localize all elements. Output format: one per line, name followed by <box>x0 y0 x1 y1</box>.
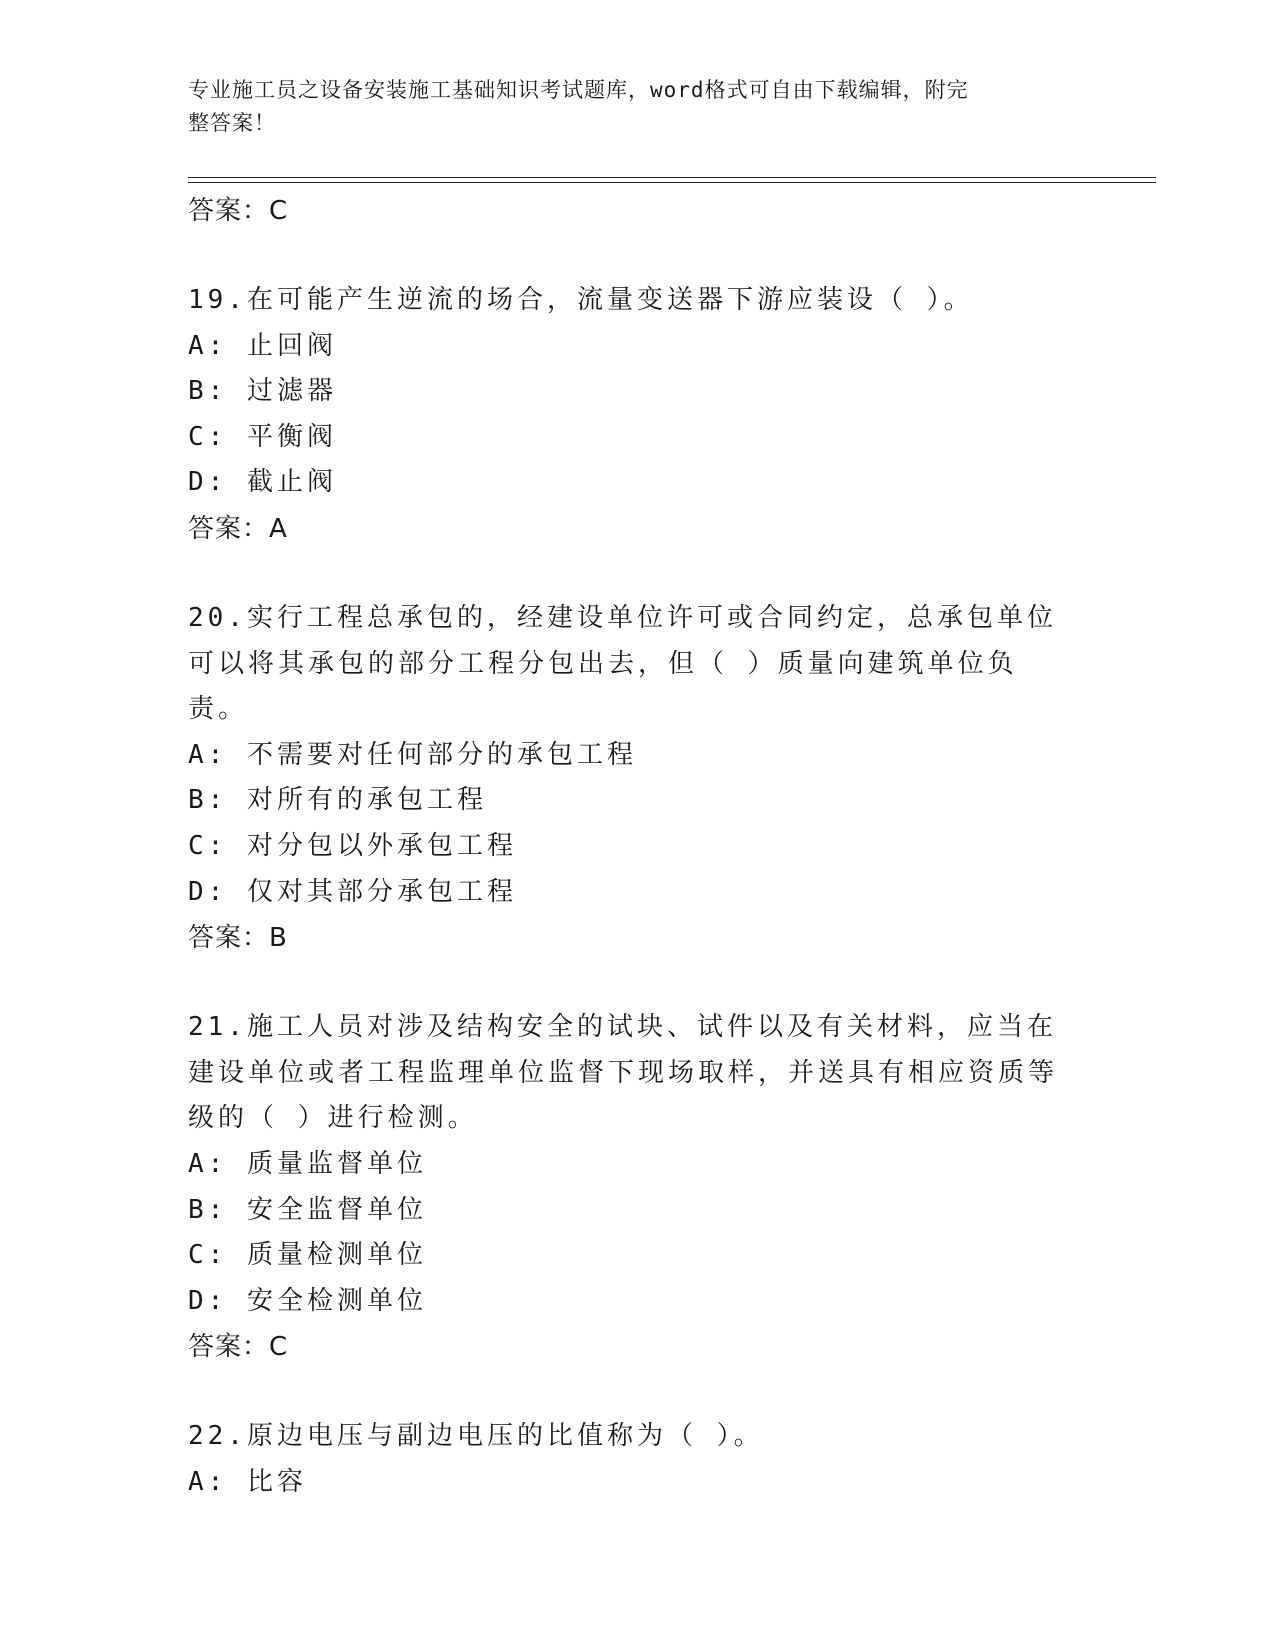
option-c: C: 平衡阀 <box>188 421 337 452</box>
option-a: A: 质量监督单位 <box>188 1148 427 1179</box>
spacer <box>188 552 1088 596</box>
answer-line: 答案：C <box>188 1332 289 1363</box>
previous-answer: 答案：C <box>188 196 289 226</box>
question-21 <box>188 1005 1088 1370</box>
option-b: B: 安全监督单位 <box>188 1194 427 1225</box>
option-b: B: 过滤器 <box>188 376 337 407</box>
header-rule-bottom <box>188 182 1156 183</box>
option-c: C: 质量检测单位 <box>188 1240 427 1271</box>
question-20 <box>188 596 1088 961</box>
header-rule-top <box>188 177 1156 178</box>
spacer <box>188 961 1088 1005</box>
option-d: D: 安全检测单位 <box>188 1285 427 1316</box>
spacer <box>188 1370 1088 1414</box>
question-list <box>188 188 1088 1505</box>
option-b: B: 对所有的承包工程 <box>188 785 487 816</box>
question-stem: 21.施工人员对涉及结构安全的试块、试件以及有关材料，应当在建设单位或者工程监理单位监督下现场取样，并送具有相应资质等级的（ ）进行检测。 <box>188 1012 1059 1134</box>
answer-line: 答案：B <box>188 923 288 954</box>
header-line-2: 整答案！ <box>188 111 276 135</box>
option-d: D: 仅对其部分承包工程 <box>188 876 517 907</box>
option-a: A: 止回阀 <box>188 330 337 361</box>
option-a: A: 比容 <box>188 1466 307 1497</box>
header-line-1: 专业施工员之设备安装施工基础知识考试题库，word格式可自由下载编辑，附完 <box>188 78 969 102</box>
page-header <box>188 74 1068 140</box>
question-19 <box>188 278 1088 552</box>
answer-line: 答案：A <box>188 513 288 544</box>
question-stem: 20.实行工程总承包的，经建设单位许可或合同约定，总承包单位可以将其承包的部分工程分包出去，但（ ）质量向建筑单位负责。 <box>188 602 1057 725</box>
question-stem: 19.在可能产生逆流的场合，流量变送器下游应装设（ ）。 <box>188 285 974 315</box>
question-22 <box>188 1414 1088 1505</box>
option-d: D: 截止阀 <box>188 467 337 498</box>
option-a: A: 不需要对任何部分的承包工程 <box>188 739 637 770</box>
spacer <box>188 234 1088 278</box>
option-c: C: 对分包以外承包工程 <box>188 830 517 861</box>
question-stem: 22.原边电压与副边电压的比值称为（ ）。 <box>188 1421 764 1452</box>
